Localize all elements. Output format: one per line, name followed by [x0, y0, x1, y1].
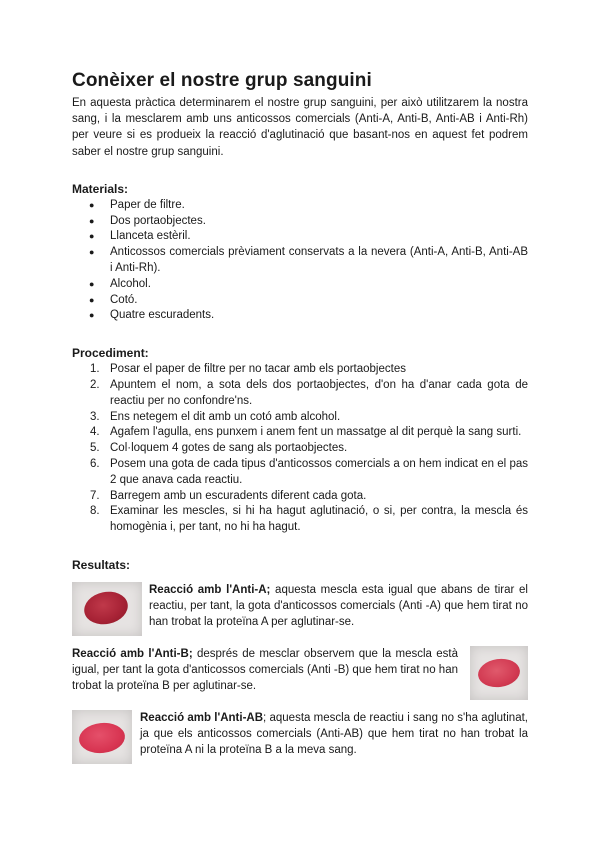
blood-drop [78, 721, 127, 756]
step-number: 1. [90, 363, 100, 376]
step-number: 5. [90, 442, 100, 455]
list-item [72, 441, 528, 457]
list-item [72, 362, 528, 378]
step-number: 8. [90, 505, 100, 518]
blood-sample-photo-anti-ab [72, 710, 132, 764]
step-number: 2. [90, 378, 100, 391]
step-text: Posar el paper de filtre per no tacar amb els portaobjectes [110, 363, 406, 376]
step-number: 3. [90, 410, 100, 423]
list-item: ● Cotó. [72, 293, 528, 309]
step-text: Apuntem el nom, a sota dels dos portaobjectes, d'on ha d'anar cada gota de reactiu per no confondre'ns. [110, 378, 528, 407]
list-item [72, 378, 528, 410]
result-label: Reacció amb l'Anti-AB [140, 711, 264, 724]
step-text: Posem una gota de cada tipus d'anticossos comercials a on hem indicat en el pas 2 que anava cada reactiu. [110, 457, 528, 486]
step-number: 4. [90, 426, 100, 439]
list-item [72, 425, 528, 441]
document-page [72, 70, 528, 768]
step-number: 6. [90, 457, 100, 470]
list-item [72, 410, 528, 426]
procediment-heading: Procediment: [72, 346, 149, 361]
blood-drop [81, 588, 131, 628]
step-text: Agafem l'agulla, ens punxem i anem fent un massatge al dit perquè la sang surti. [110, 426, 522, 439]
list-item: ● Dos portaobjectes. [72, 214, 528, 230]
result-anti-b [72, 646, 528, 704]
materials-heading: Materials: [72, 181, 129, 196]
list-item [72, 489, 528, 505]
list-item [72, 457, 528, 489]
result-text: aquesta mescla esta igual que abans de tirar el reactiu, per tant, la gota d'anticossos comercials (Anti -A) que hem tirat no han trobat la proteïna A per aglutinar-se. [149, 583, 528, 629]
page-title: Conèixer el nostre grup sanguini [72, 70, 372, 91]
step-text: Examinar les mescles, si hi ha hagut aglutinació, o si, per contra, la mescla és homogènia i, per tant, no hi ha hagut. [110, 505, 528, 534]
resultats-heading: Resultats: [72, 557, 131, 572]
list-item: ● Anticossos comercials prèviament conservats a la nevera (Anti-A, Anti-B, Anti-AB i Anti-Rh). [72, 245, 528, 277]
materials-list [72, 198, 528, 324]
list-item: ● Alcohol. [72, 277, 528, 293]
result-text: ; aquesta mescla de reactiu i sang no s'ha aglutinat, ja que els anticossos comercials (Anti-AB) que hem tirat no han trobat la proteïna A ni la proteïna B a la meva sang. [140, 711, 528, 757]
step-number: 7. [90, 489, 100, 502]
result-label: Reacció amb l'Anti-B; [72, 647, 193, 660]
step-text: Col·loquem 4 gotes de sang als portaobjectes. [110, 442, 348, 455]
intro-paragraph: En aquesta pràctica determinarem el nostre grup sanguini, per això utilitzarem la nostra sang, i la mesclarem amb uns anticossos comercials (Anti-A, Anti-B, Anti-AB i Anti-Rh) per veure si es produeix la reacció d'aglutinació que basant-nos en aquest fet podrem saber el nostre grup sanguini. [72, 97, 528, 158]
blood-sample-photo-anti-a [72, 582, 142, 636]
result-anti-ab [72, 710, 528, 768]
list-item: ● Quatre escuradents. [72, 308, 528, 324]
blood-drop [476, 656, 521, 690]
result-text: després de mesclar observem que la mescla està igual, per tant la gota d'anticossos comercials (Anti -B) que hem tirat no han trobat la proteïna B per aglutinar-se. [72, 647, 458, 693]
blood-sample-photo-anti-b [470, 646, 528, 700]
result-anti-a [72, 582, 528, 640]
list-item: ● Paper de filtre. [72, 198, 528, 214]
result-label: Reacció amb l'Anti-A; [149, 583, 271, 596]
step-text: Barregem amb un escuradents diferent cada gota. [110, 489, 367, 502]
list-item [72, 504, 528, 536]
step-text: Ens netegem el dit amb un cotó amb alcohol. [110, 410, 341, 423]
list-item: ● Llanceta estèril. [72, 229, 528, 245]
procediment-list [72, 362, 528, 536]
